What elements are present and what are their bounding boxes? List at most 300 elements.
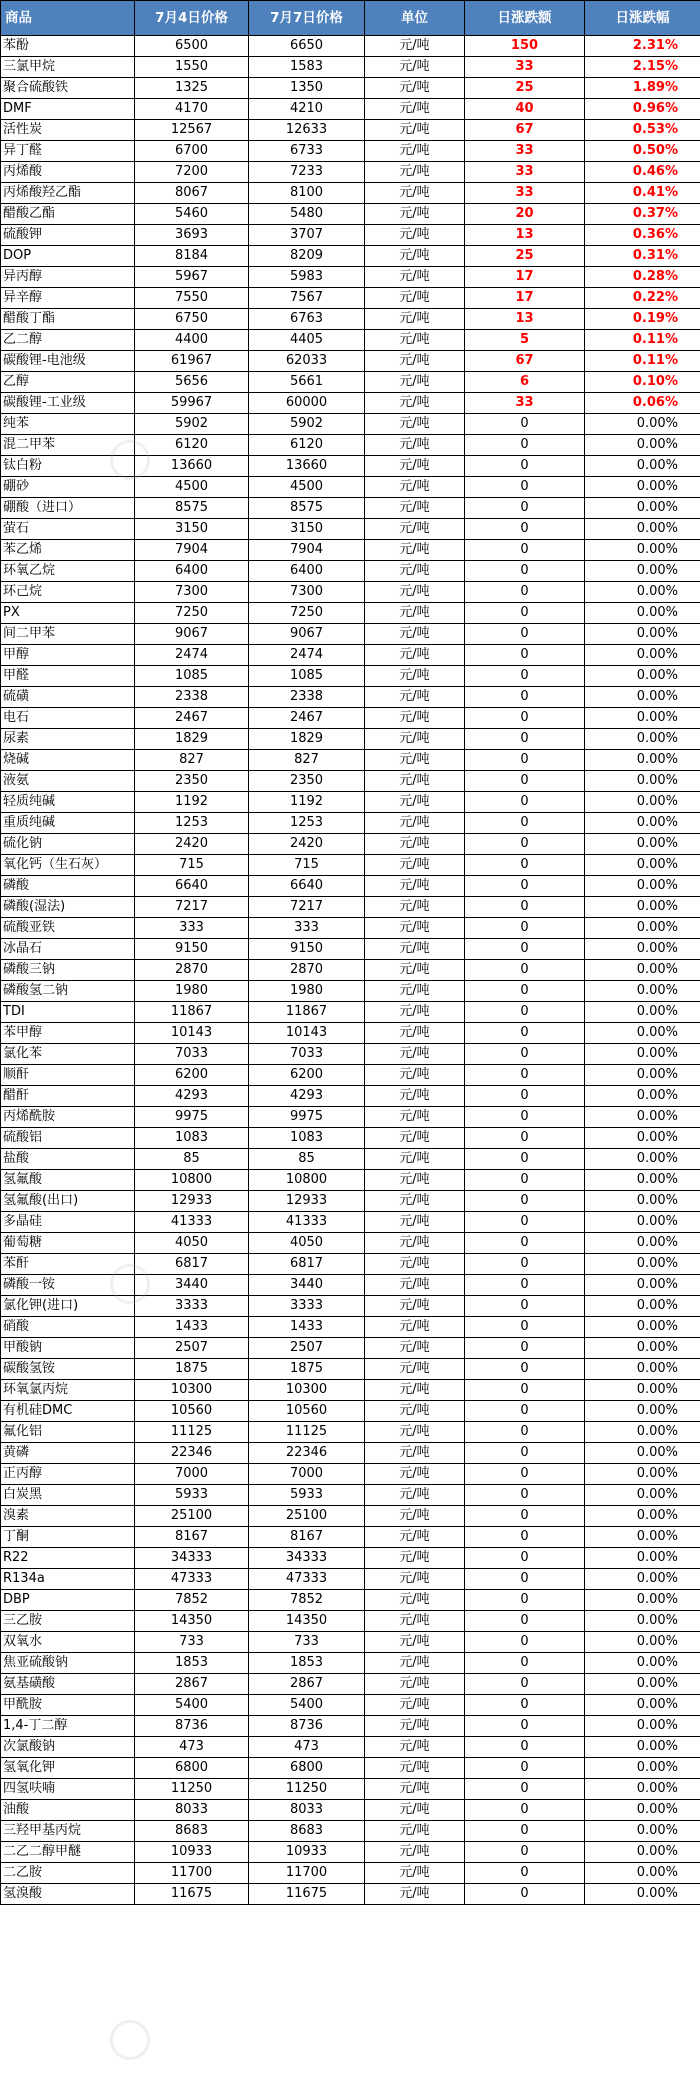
product-name: 硫酸铝 [1,1128,135,1149]
daily-change: 0 [465,729,585,750]
table-row [1,36,700,57]
price-jul7: 6200 [249,1065,365,1086]
daily-change: 0 [465,918,585,939]
price-jul4: 2870 [135,960,249,981]
price-jul7: 7233 [249,162,365,183]
table-row [1,225,700,246]
table-row [1,456,700,477]
table-row [1,141,700,162]
table-row [1,1821,700,1842]
price-jul7: 9150 [249,939,365,960]
table-row [1,855,700,876]
price-jul4: 1829 [135,729,249,750]
daily-change: 33 [465,57,585,78]
table-row [1,372,700,393]
price-jul7: 7904 [249,540,365,561]
product-name: 甲醛 [1,666,135,687]
unit: 元/吨 [365,1149,465,1170]
daily-pct: 0.00% [585,1401,700,1422]
daily-pct: 0.10% [585,372,700,393]
daily-pct: 0.00% [585,1296,700,1317]
price-jul7: 10560 [249,1401,365,1422]
product-name: 葡萄糖 [1,1233,135,1254]
daily-change: 0 [465,1842,585,1863]
unit: 元/吨 [365,267,465,288]
table-row [1,1023,700,1044]
price-jul7: 5661 [249,372,365,393]
unit: 元/吨 [365,708,465,729]
price-jul7: 34333 [249,1548,365,1569]
daily-pct: 0.00% [585,1128,700,1149]
product-name: DOP [1,246,135,267]
daily-change: 0 [465,1275,585,1296]
price-jul7: 1253 [249,813,365,834]
header-daily-change: 日涨跌额 [465,1,585,36]
table-row [1,582,700,603]
product-name: 丙烯酰胺 [1,1107,135,1128]
price-jul7: 11867 [249,1002,365,1023]
price-jul4: 7033 [135,1044,249,1065]
daily-change: 40 [465,99,585,120]
price-jul4: 7852 [135,1590,249,1611]
daily-change: 0 [465,435,585,456]
product-name: 二乙二醇甲醚 [1,1842,135,1863]
product-name: 白炭黑 [1,1485,135,1506]
price-jul7: 2350 [249,771,365,792]
price-jul7: 1433 [249,1317,365,1338]
price-jul7: 7567 [249,288,365,309]
daily-pct: 0.00% [585,519,700,540]
product-name: 异辛醇 [1,288,135,309]
product-name: 1,4-丁二醇 [1,1716,135,1737]
price-jul4: 4293 [135,1086,249,1107]
unit: 元/吨 [365,1002,465,1023]
table-row [1,99,700,120]
unit: 元/吨 [365,1548,465,1569]
price-jul7: 7300 [249,582,365,603]
table-row [1,1044,700,1065]
daily-change: 150 [465,36,585,57]
product-name: 磷酸(湿法) [1,897,135,918]
table-row [1,1695,700,1716]
price-jul4: 6750 [135,309,249,330]
price-jul4: 6120 [135,435,249,456]
price-jul7: 5480 [249,204,365,225]
unit: 元/吨 [365,141,465,162]
daily-change: 0 [465,1527,585,1548]
daily-pct: 0.00% [585,666,700,687]
product-name: 碳酸锂-电池级 [1,351,135,372]
unit: 元/吨 [365,1338,465,1359]
table-row [1,57,700,78]
daily-pct: 0.00% [585,960,700,981]
price-jul4: 5902 [135,414,249,435]
daily-change: 0 [465,1191,585,1212]
product-name: 丙烯酸羟乙酯 [1,183,135,204]
price-jul7: 4500 [249,477,365,498]
daily-change: 0 [465,1401,585,1422]
table-row [1,1275,700,1296]
table-row [1,120,700,141]
daily-pct: 0.19% [585,309,700,330]
price-jul7: 8033 [249,1800,365,1821]
product-name: 氢氧化钾 [1,1758,135,1779]
product-name: 氯化钾(进口) [1,1296,135,1317]
price-jul7: 6120 [249,435,365,456]
price-jul4: 14350 [135,1611,249,1632]
header-daily-pct: 日涨跌幅 [585,1,700,36]
unit: 元/吨 [365,309,465,330]
unit: 元/吨 [365,1044,465,1065]
daily-pct: 0.00% [585,1149,700,1170]
daily-pct: 0.50% [585,141,700,162]
price-jul4: 1083 [135,1128,249,1149]
table-row [1,435,700,456]
product-name: 氢氟酸(出口) [1,1191,135,1212]
unit: 元/吨 [365,1380,465,1401]
table-row [1,876,700,897]
daily-change: 0 [465,582,585,603]
price-jul7: 12933 [249,1191,365,1212]
daily-pct: 0.00% [585,1758,700,1779]
unit: 元/吨 [365,351,465,372]
unit: 元/吨 [365,1779,465,1800]
daily-pct: 0.11% [585,351,700,372]
daily-pct: 0.00% [585,624,700,645]
price-jul7: 1980 [249,981,365,1002]
price-jul7: 8736 [249,1716,365,1737]
price-jul4: 5967 [135,267,249,288]
daily-pct: 0.00% [585,708,700,729]
daily-pct: 0.36% [585,225,700,246]
price-jul7: 12633 [249,120,365,141]
price-jul7: 6650 [249,36,365,57]
price-jul7: 473 [249,1737,365,1758]
table-row [1,981,700,1002]
daily-change: 33 [465,162,585,183]
table-row [1,1422,700,1443]
daily-change: 0 [465,1569,585,1590]
table-row [1,666,700,687]
price-jul7: 1875 [249,1359,365,1380]
product-name: 硫化钠 [1,834,135,855]
unit: 元/吨 [365,1065,465,1086]
product-name: 多晶硅 [1,1212,135,1233]
daily-pct: 0.00% [585,876,700,897]
daily-change: 67 [465,120,585,141]
unit: 元/吨 [365,750,465,771]
daily-change: 0 [465,1359,585,1380]
unit: 元/吨 [365,78,465,99]
price-jul7: 11125 [249,1422,365,1443]
product-name: 氢氟酸 [1,1170,135,1191]
unit: 元/吨 [365,498,465,519]
product-name: 环氧乙烷 [1,561,135,582]
daily-change: 33 [465,141,585,162]
product-name: R22 [1,1548,135,1569]
price-jul7: 5400 [249,1695,365,1716]
table-row [1,687,700,708]
price-jul7: 8209 [249,246,365,267]
daily-pct: 0.00% [585,1023,700,1044]
product-name: 双氧水 [1,1632,135,1653]
price-jul7: 1192 [249,792,365,813]
unit: 元/吨 [365,414,465,435]
unit: 元/吨 [365,120,465,141]
unit: 元/吨 [365,225,465,246]
unit: 元/吨 [365,162,465,183]
product-name: 苯酐 [1,1254,135,1275]
table-row [1,162,700,183]
unit: 元/吨 [365,1359,465,1380]
unit: 元/吨 [365,1254,465,1275]
daily-pct: 0.00% [585,1275,700,1296]
daily-pct: 0.00% [585,981,700,1002]
price-jul7: 8100 [249,183,365,204]
table-row [1,309,700,330]
price-jul4: 1550 [135,57,249,78]
daily-pct: 0.00% [585,1569,700,1590]
daily-change: 0 [465,1590,585,1611]
daily-change: 0 [465,1737,585,1758]
table-row [1,645,700,666]
product-name: 苯乙烯 [1,540,135,561]
table-row [1,1254,700,1275]
unit: 元/吨 [365,603,465,624]
daily-pct: 0.00% [585,498,700,519]
daily-pct: 0.28% [585,267,700,288]
table-row [1,414,700,435]
table-row [1,1884,700,1905]
table-row [1,1338,700,1359]
product-name: 活性炭 [1,120,135,141]
daily-change: 20 [465,204,585,225]
daily-pct: 0.00% [585,1317,700,1338]
price-jul4: 8575 [135,498,249,519]
price-jul4: 1980 [135,981,249,1002]
product-name: 轻质纯碱 [1,792,135,813]
daily-change: 0 [465,1422,585,1443]
price-jul7: 2474 [249,645,365,666]
product-name: 环氧氯丙烷 [1,1380,135,1401]
product-name: 硫磺 [1,687,135,708]
unit: 元/吨 [365,771,465,792]
price-jul4: 61967 [135,351,249,372]
daily-change: 0 [465,1254,585,1275]
price-jul4: 733 [135,1632,249,1653]
price-jul4: 25100 [135,1506,249,1527]
price-jul7: 22346 [249,1443,365,1464]
table-row [1,1380,700,1401]
unit: 元/吨 [365,1653,465,1674]
table-row [1,1842,700,1863]
table-row [1,288,700,309]
daily-pct: 0.00% [585,1191,700,1212]
price-jul7: 6763 [249,309,365,330]
unit: 元/吨 [365,1674,465,1695]
daily-pct: 0.06% [585,393,700,414]
daily-pct: 0.00% [585,1506,700,1527]
unit: 元/吨 [365,1758,465,1779]
table-row [1,1170,700,1191]
unit: 元/吨 [365,540,465,561]
daily-change: 0 [465,1695,585,1716]
product-name: 氨基磺酸 [1,1674,135,1695]
product-name: 混二甲苯 [1,435,135,456]
product-name: 焦亚硫酸钠 [1,1653,135,1674]
price-jul4: 85 [135,1149,249,1170]
daily-pct: 0.00% [585,456,700,477]
price-jul7: 3150 [249,519,365,540]
product-name: 丙烯酸 [1,162,135,183]
product-name: 醋酐 [1,1086,135,1107]
unit: 元/吨 [365,792,465,813]
unit: 元/吨 [365,687,465,708]
daily-pct: 0.00% [585,1065,700,1086]
price-jul4: 1253 [135,813,249,834]
daily-change: 0 [465,834,585,855]
price-jul7: 4050 [249,1233,365,1254]
daily-pct: 0.00% [585,603,700,624]
unit: 元/吨 [365,1884,465,1905]
unit: 元/吨 [365,561,465,582]
daily-pct: 0.37% [585,204,700,225]
product-name: 三氯甲烷 [1,57,135,78]
price-jul7: 13660 [249,456,365,477]
table-row [1,498,700,519]
daily-change: 25 [465,78,585,99]
table-row [1,1128,700,1149]
price-jul7: 6640 [249,876,365,897]
table-row [1,1674,700,1695]
unit: 元/吨 [365,1212,465,1233]
unit: 元/吨 [365,435,465,456]
unit: 元/吨 [365,1275,465,1296]
table-row [1,1506,700,1527]
table-row [1,1464,700,1485]
table-row [1,960,700,981]
table-row [1,477,700,498]
price-jul7: 1829 [249,729,365,750]
price-jul7: 3707 [249,225,365,246]
watermark [110,2018,630,2062]
table-row [1,1401,700,1422]
table-row [1,204,700,225]
daily-pct: 0.00% [585,1737,700,1758]
unit: 元/吨 [365,477,465,498]
unit: 元/吨 [365,1590,465,1611]
daily-pct: 0.53% [585,120,700,141]
product-name: 溴素 [1,1506,135,1527]
product-name: 萤石 [1,519,135,540]
daily-change: 0 [465,603,585,624]
unit: 元/吨 [365,1023,465,1044]
product-name: 三乙胺 [1,1611,135,1632]
price-jul4: 1875 [135,1359,249,1380]
product-name: DMF [1,99,135,120]
daily-change: 17 [465,267,585,288]
unit: 元/吨 [365,1527,465,1548]
price-jul4: 9067 [135,624,249,645]
price-jul4: 10800 [135,1170,249,1191]
table-row [1,1002,700,1023]
price-jul4: 4170 [135,99,249,120]
price-jul7: 25100 [249,1506,365,1527]
unit: 元/吨 [365,246,465,267]
price-jul4: 13660 [135,456,249,477]
daily-change: 0 [465,1002,585,1023]
table-row [1,519,700,540]
unit: 元/吨 [365,519,465,540]
unit: 元/吨 [365,1443,465,1464]
price-jul7: 6800 [249,1758,365,1779]
table-row [1,330,700,351]
table-row [1,1317,700,1338]
unit: 元/吨 [365,1569,465,1590]
price-jul4: 11700 [135,1863,249,1884]
price-jul7: 5983 [249,267,365,288]
daily-pct: 0.00% [585,1527,700,1548]
price-jul4: 2507 [135,1338,249,1359]
price-jul7: 8683 [249,1821,365,1842]
price-jul7: 5933 [249,1485,365,1506]
price-jul4: 7904 [135,540,249,561]
price-jul7: 1083 [249,1128,365,1149]
product-name: 甲酰胺 [1,1695,135,1716]
product-name: 油酸 [1,1800,135,1821]
daily-pct: 0.00% [585,1800,700,1821]
price-jul4: 8184 [135,246,249,267]
daily-change: 0 [465,1863,585,1884]
price-jul4: 9975 [135,1107,249,1128]
price-jul7: 10143 [249,1023,365,1044]
price-jul4: 6817 [135,1254,249,1275]
unit: 元/吨 [365,183,465,204]
table-row [1,393,700,414]
product-name: DBP [1,1590,135,1611]
price-jul4: 3693 [135,225,249,246]
daily-pct: 0.00% [585,750,700,771]
table-row [1,1653,700,1674]
daily-change: 13 [465,309,585,330]
daily-pct: 1.89% [585,78,700,99]
product-name: 氯化苯 [1,1044,135,1065]
table-row [1,1233,700,1254]
product-name: 碳酸锂-工业级 [1,393,135,414]
table-row [1,78,700,99]
daily-change: 0 [465,897,585,918]
price-jul7: 6400 [249,561,365,582]
price-jul4: 473 [135,1737,249,1758]
daily-pct: 0.00% [585,1212,700,1233]
product-name: 硼酸（进口） [1,498,135,519]
price-jul4: 7200 [135,162,249,183]
price-jul7: 7000 [249,1464,365,1485]
unit: 元/吨 [365,834,465,855]
product-name: 二乙胺 [1,1863,135,1884]
daily-change: 33 [465,393,585,414]
unit: 元/吨 [365,645,465,666]
daily-change: 0 [465,981,585,1002]
price-jul7: 7250 [249,603,365,624]
daily-pct: 0.00% [585,687,700,708]
price-jul7: 1085 [249,666,365,687]
daily-pct: 0.00% [585,645,700,666]
product-name: PX [1,603,135,624]
price-jul4: 11867 [135,1002,249,1023]
price-jul7: 4405 [249,330,365,351]
daily-pct: 0.00% [585,1380,700,1401]
